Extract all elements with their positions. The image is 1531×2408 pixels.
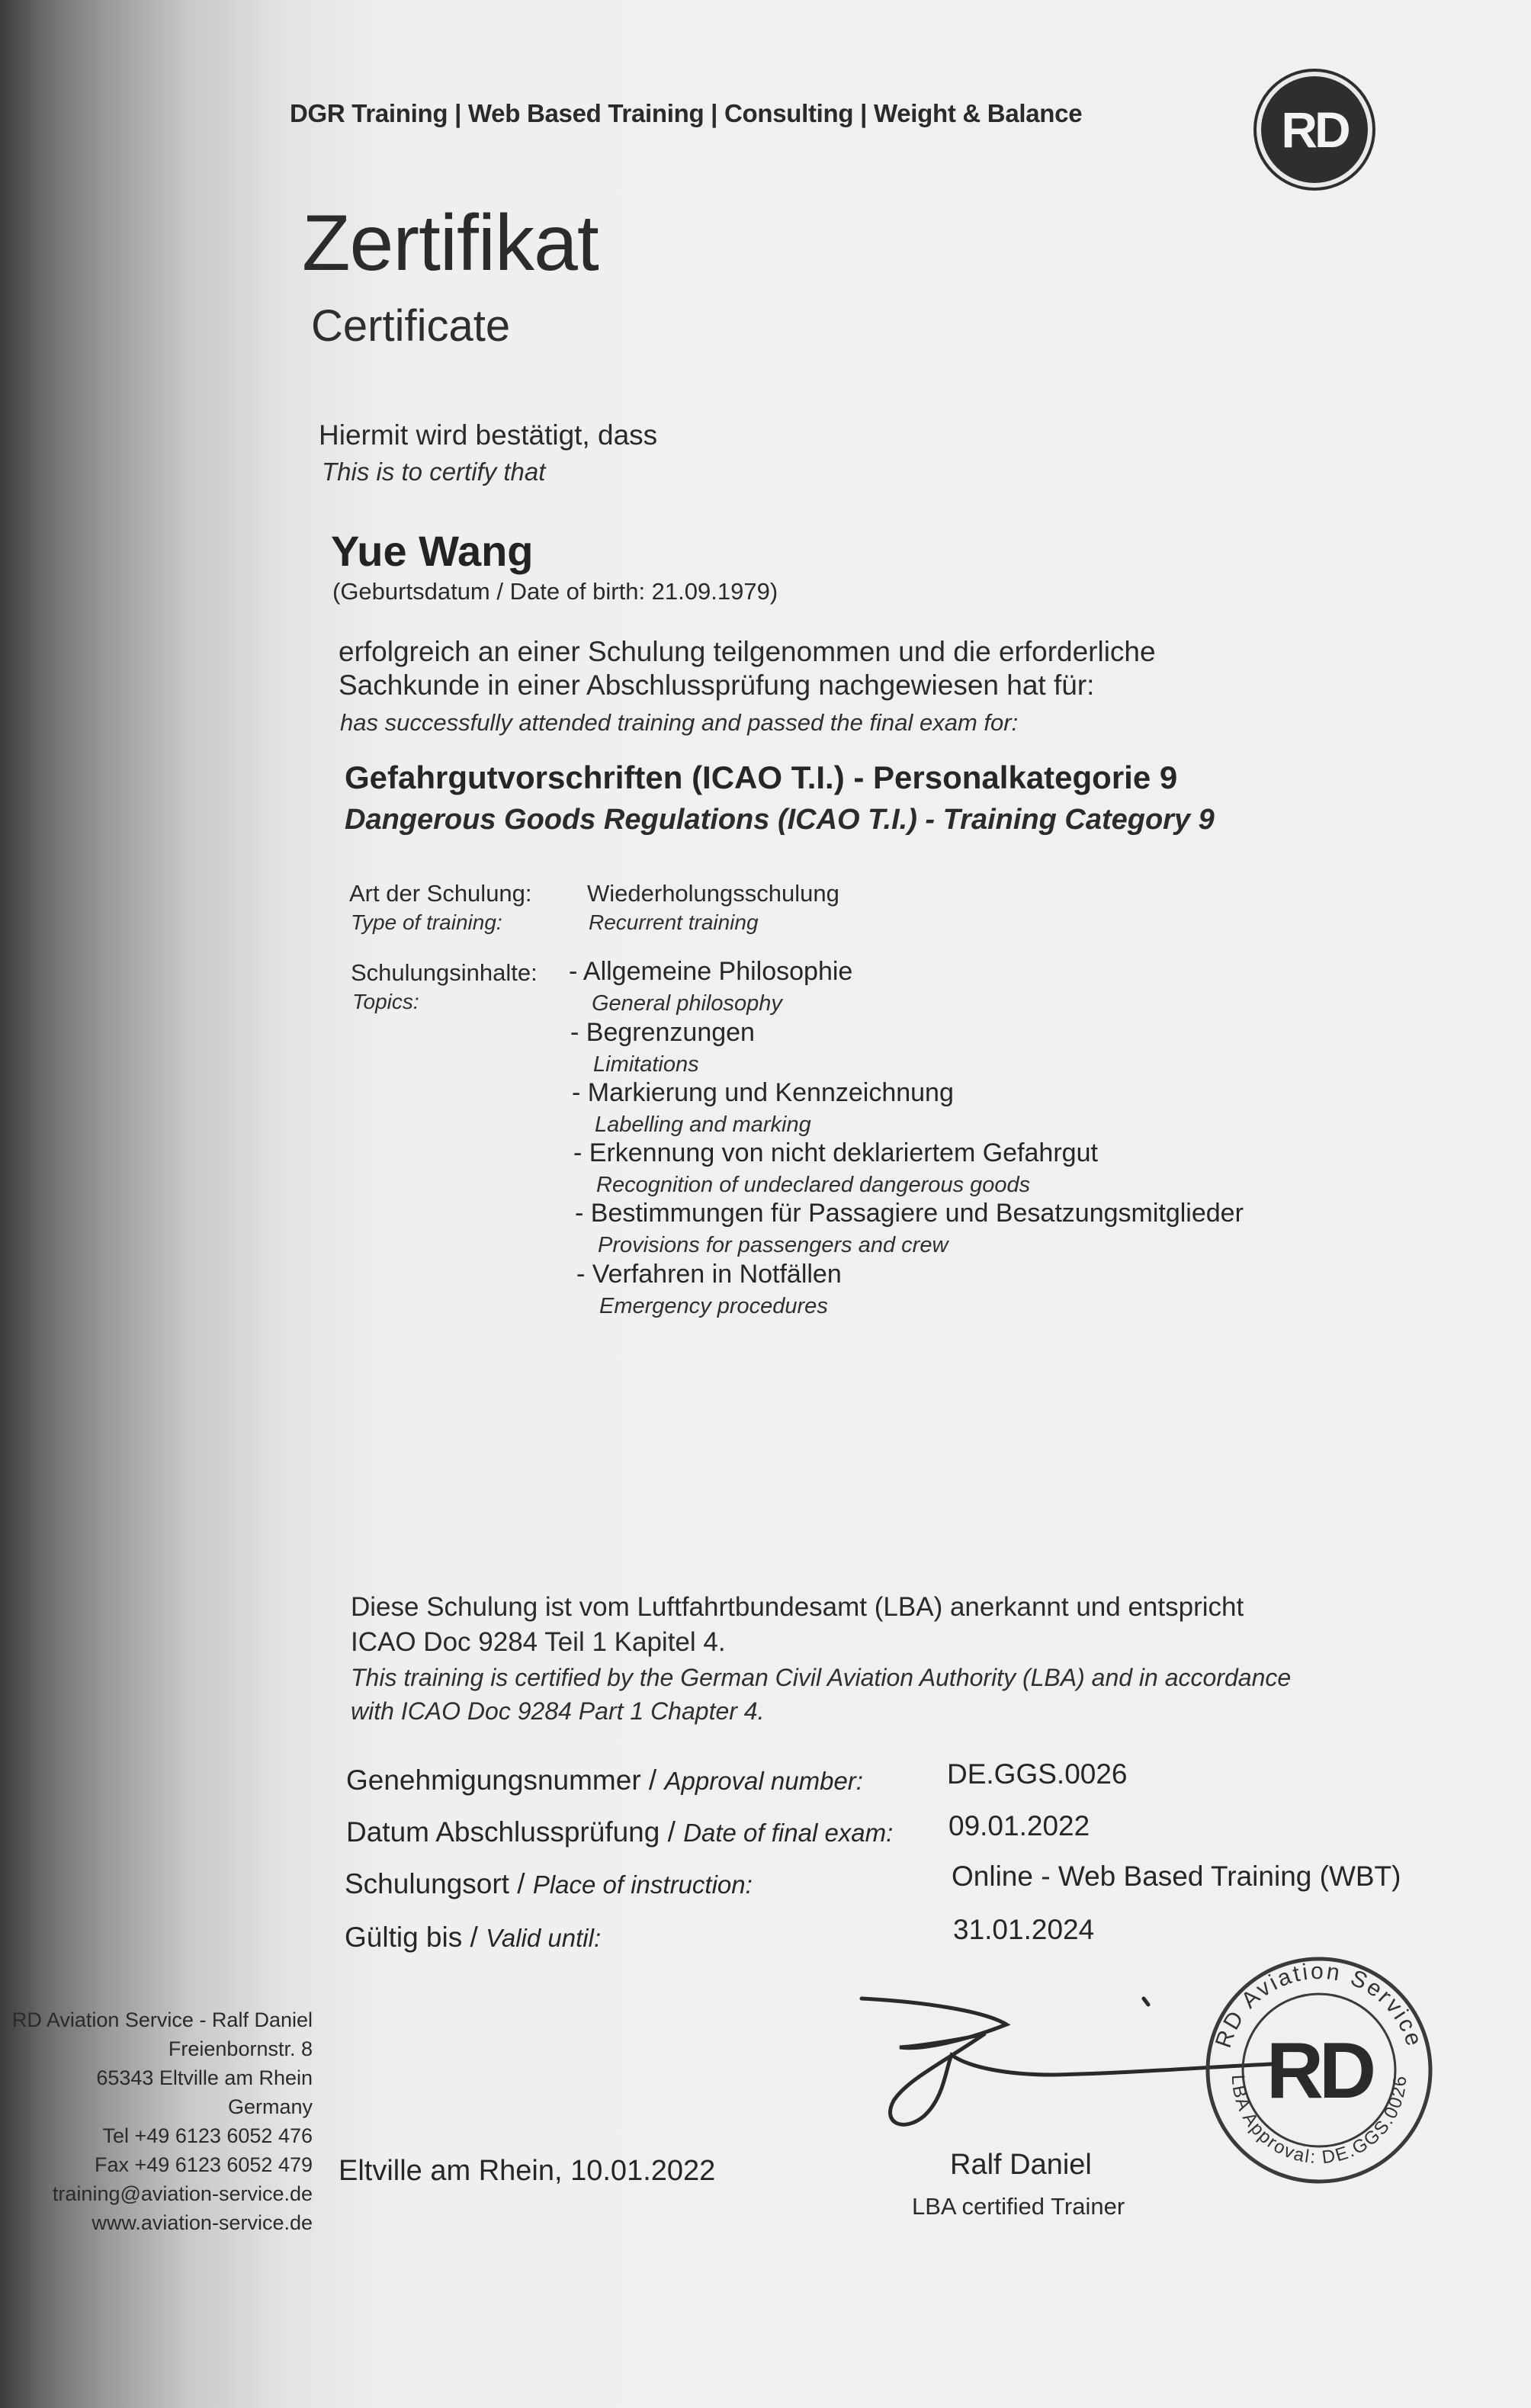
email-link[interactable]: training@aviation-service.de (52, 2182, 313, 2205)
course-title-de: Gefahrgutvorschriften (ICAO T.I.) - Personalkategorie 9 (345, 759, 1178, 795)
date-of-birth: (Geburtsdatum / Date of birth: 21.09.1979) (332, 578, 778, 605)
detail-label (345, 1868, 753, 1900)
training-type-label-en: Type of training: (351, 910, 502, 934)
recipient-name: Yue Wang (331, 527, 534, 575)
website-link[interactable]: www.aviation-service.de (91, 2211, 313, 2234)
detail-label-en: Date of final exam: (683, 1819, 894, 1847)
topic-en: Limitations (593, 1052, 699, 1077)
recognition-en-line1: This training is certified by the German Civil Aviation Authority (LBA) and in accordance (351, 1664, 1292, 1691)
detail-label-en: Approval number: (664, 1767, 863, 1795)
signatory-role: LBA certified Trainer (912, 2193, 1125, 2220)
stamp-bottom-text: LBA Approval: DE.GGS.0026 (1227, 2074, 1411, 2169)
stamp-center-text: RD (1266, 2027, 1372, 2115)
detail-label (345, 1922, 601, 1954)
signatory-name: Ralf Daniel (950, 2149, 1092, 2181)
address-line: Freienbornstr. 8 (168, 2037, 313, 2060)
final-exam-date: 09.01.2022 (948, 1810, 1090, 1841)
rd-logo (1261, 76, 1368, 183)
topic-en: Recognition of undeclared dangerous goods (596, 1173, 1031, 1197)
place-of-instruction: Online - Web Based Training (WBT) (952, 1861, 1401, 1892)
address-line: 65343 Eltville am Rhein (96, 2066, 313, 2089)
course-title-en: Dangerous Goods Regulations (ICAO T.I.) - Training Category 9 (345, 804, 1215, 836)
attended-de-line1: erfolgreich an einer Schulung teilgenommen und die erforderliche (339, 636, 1156, 667)
detail-label (346, 1764, 863, 1796)
address-line: RD Aviation Service - Ralf Daniel (11, 2008, 313, 2031)
topic-de: - Verfahren in Notfällen (576, 1260, 842, 1289)
rd-approval-stamp (1197, 1941, 1441, 2185)
topics-label: Schulungsinhalte: (351, 959, 538, 986)
attended-en: has successfully attended training and passed the final exam for: (340, 709, 1019, 736)
approval-number: DE.GGS.0026 (947, 1758, 1128, 1790)
detail-label-de: Schulungsort / (345, 1868, 533, 1899)
certify-en: This is to certify that (322, 458, 546, 486)
topic-de: - Erkennung von nicht deklariertem Gefahrgut (573, 1138, 1098, 1167)
attended-de-line2: Sachkunde in einer Abschlussprüfung nachgewiesen hat für: (339, 669, 1095, 701)
topic-de: - Bestimmungen für Passagiere und Besatzungsmitglieder (575, 1199, 1244, 1228)
certificate-title: Zertifikat (302, 199, 599, 287)
topics-label-en: Topics: (352, 990, 419, 1013)
detail-label-de: Gültig bis / (345, 1922, 486, 1953)
logo-text: RD (1281, 101, 1348, 158)
topic-en: Labelling and marking (595, 1112, 811, 1137)
topic-en: Emergency procedures (599, 1294, 828, 1318)
detail-label-en: Place of instruction: (532, 1870, 753, 1899)
topic-de: - Markierung und Kennzeichnung (572, 1078, 954, 1107)
topic-de: - Begrenzungen (570, 1018, 755, 1047)
address-line: Fax +49 6123 6052 479 (95, 2153, 313, 2176)
detail-label-de: Genehmigungsnummer / (346, 1764, 665, 1796)
recognition-en-line2: with ICAO Doc 9284 Part 1 Chapter 4. (351, 1697, 765, 1725)
valid-until: 31.01.2024 (953, 1914, 1095, 1945)
detail-label-en: Valid until: (486, 1924, 602, 1952)
training-type-label: Art der Schulung: (349, 880, 532, 907)
place-date: Eltville am Rhein, 10.01.2022 (339, 2155, 716, 2187)
training-type-value-en: Recurrent training (589, 910, 759, 934)
certify-de: Hiermit wird bestätigt, dass (319, 419, 658, 451)
certificate-subtitle: Certificate (311, 301, 511, 351)
address-line: Tel +49 6123 6052 476 (102, 2124, 313, 2147)
training-type-value: Wiederholungsschulung (587, 880, 839, 907)
recognition-de-line1: Diese Schulung ist vom Luftfahrtbundesamt (LBA) anerkannt und entspricht (351, 1592, 1244, 1622)
recognition-de-line2: ICAO Doc 9284 Teil 1 Kapitel 4. (351, 1627, 726, 1657)
topic-en: Provisions for passengers and crew (598, 1233, 948, 1257)
detail-label-de: Datum Abschlussprüfung / (346, 1816, 684, 1848)
address-line: Germany (227, 2095, 313, 2118)
topic-de: - Allgemeine Philosophie (569, 957, 853, 986)
stamp-top-text: RD Aviation Service (1210, 1958, 1427, 2051)
detail-label (346, 1816, 893, 1848)
topic-en: General philosophy (592, 991, 782, 1016)
header-tagline: DGR Training | Web Based Training | Consulting | Weight & Balance (290, 99, 1083, 127)
